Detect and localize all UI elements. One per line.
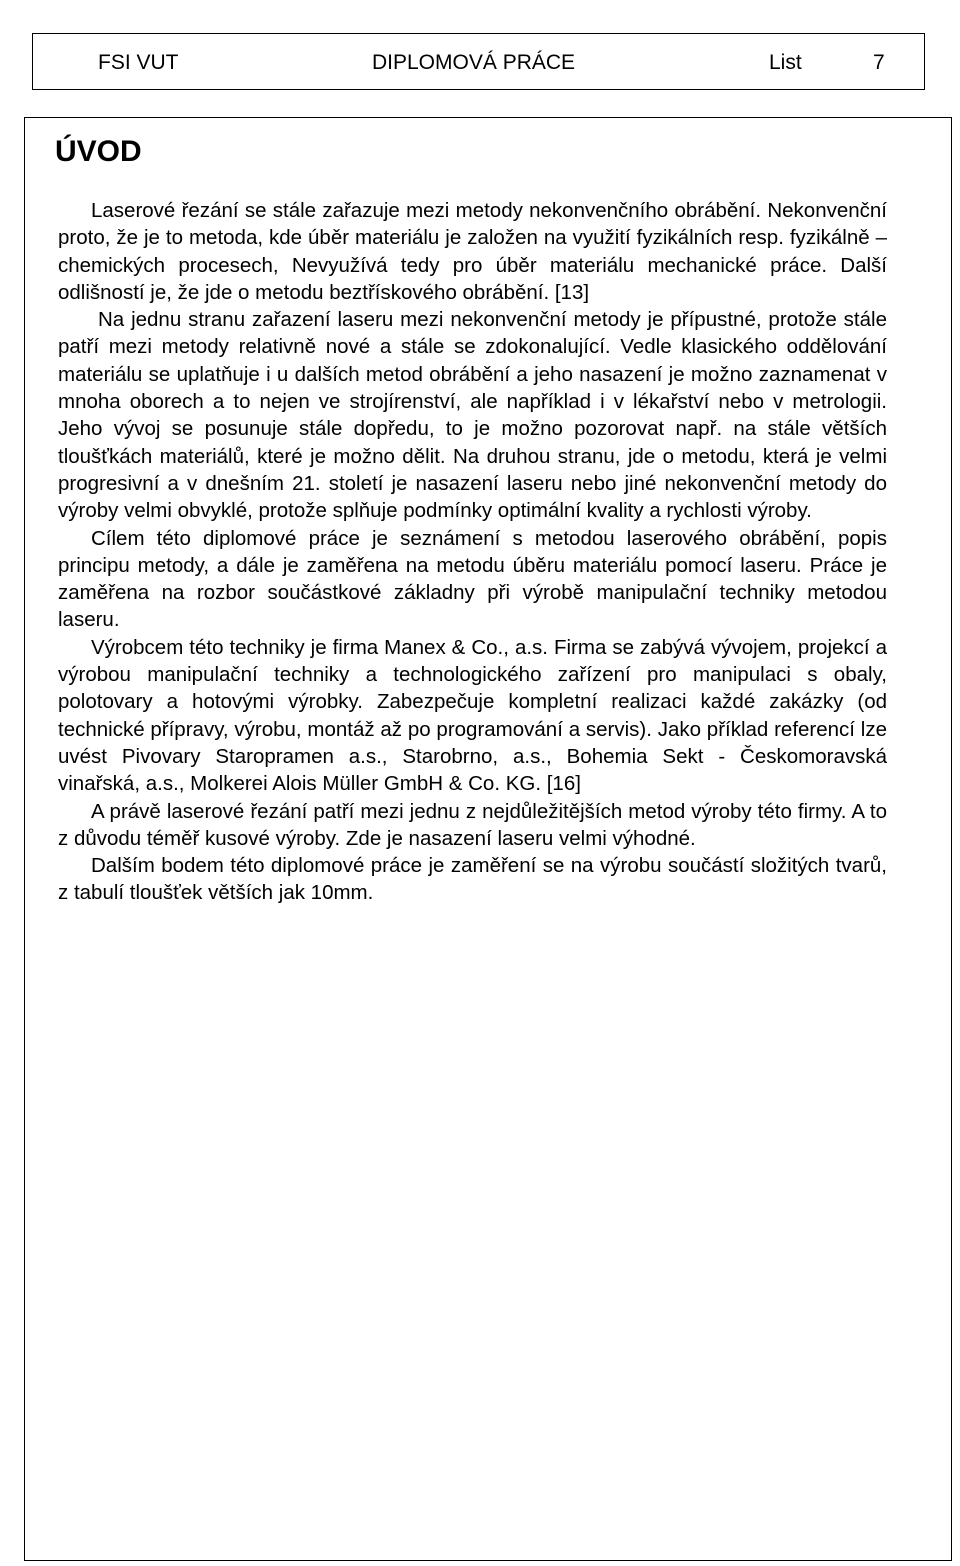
page-header [32,33,925,90]
paragraph: Výrobcem této techniky je firma Manex & Co., a.s. Firma se zabývá vývojem, projekcí a výrobou manipulační techniky a technologického zařízení pro manipulaci s obaly, polotovary a hotovými výrobky. Zabezpečuje kompletní realizaci každé zakázky (od technické přípravy, výrobu, montáž až po programování a servis). Jako příklad referencí lze uvést Pivovary Staropramen a.s., Starobrno, a.s., Bohemia Sekt - Českomoravská vinařská, a.s., Molkerei Alois Müller GmbH & Co. KG. [16] [58,635,887,796]
body-text [58,197,887,907]
header-list-label: List [769,51,802,74]
header-document-type: DIPLOMOVÁ PRÁCE [372,51,576,74]
paragraph: A právě laserové řezání patří mezi jednu z nejdůležitějších metod výroby této firmy. A to z důvodu téměř kusové výroby. Zde je nasazení laseru velmi výhodné. [58,799,887,850]
paragraph: Cílem této diplomové práce je seznámení s metodou laserového obrábění, popis principu metody, a dále je zaměřena na metodu úběru materiálu pomocí laseru. Práce je zaměřena na rozbor součástkové základny při výrobě manipulační techniky metodou laseru. [58,526,887,632]
header-institution: FSI VUT [98,51,179,74]
paragraph: Laserové řezání se stále zařazuje mezi metody nekonvenčního obrábění. Nekonvenční proto, že je to metoda, kde úběr materiálu je založen na využití fyzikálních resp. fyzikálně – chemických procesech, Nevyužívá tedy pro úběr materiálu mechanické práce. Další odlišností je, že jde o metodu beztřískového obrábění. [13] [58,199,887,304]
paragraph: Dalším bodem této diplomové práce je zaměření se na výrobu součástí složitých tvarů, z tabulí tloušťek větších jak 10mm. [58,854,887,905]
section-heading: ÚVOD [55,135,142,168]
header-page-number: 7 [873,51,885,74]
paragraph: Na jednu stranu zařazení laseru mezi nekonvenční metody je přípustné, protože stále patří mezi metody relativně nové a stále se zdokonalující. Vedle klasického oddělování materiálu se uplatňuje i u dalších metod obrábění a jeho nasazení je možno zaznamenat v mnoha oborech a to nejen ve strojírenství, ale například i v lékařství nebo v metrologii. Jeho vývoj se posunuje stále dopředu, to je možno pozorovat např. na stále větších tloušťkách materiálů, které je možno dělit. Na druhou stranu, jde o metodu, která je velmi progresivní a v dnešním 21. století je nasazení laseru nebo jiné nekonvenční metody do výroby velmi obvyklé, protože splňuje podmínky optimální kvality a rychlosti výroby. [58,308,887,523]
